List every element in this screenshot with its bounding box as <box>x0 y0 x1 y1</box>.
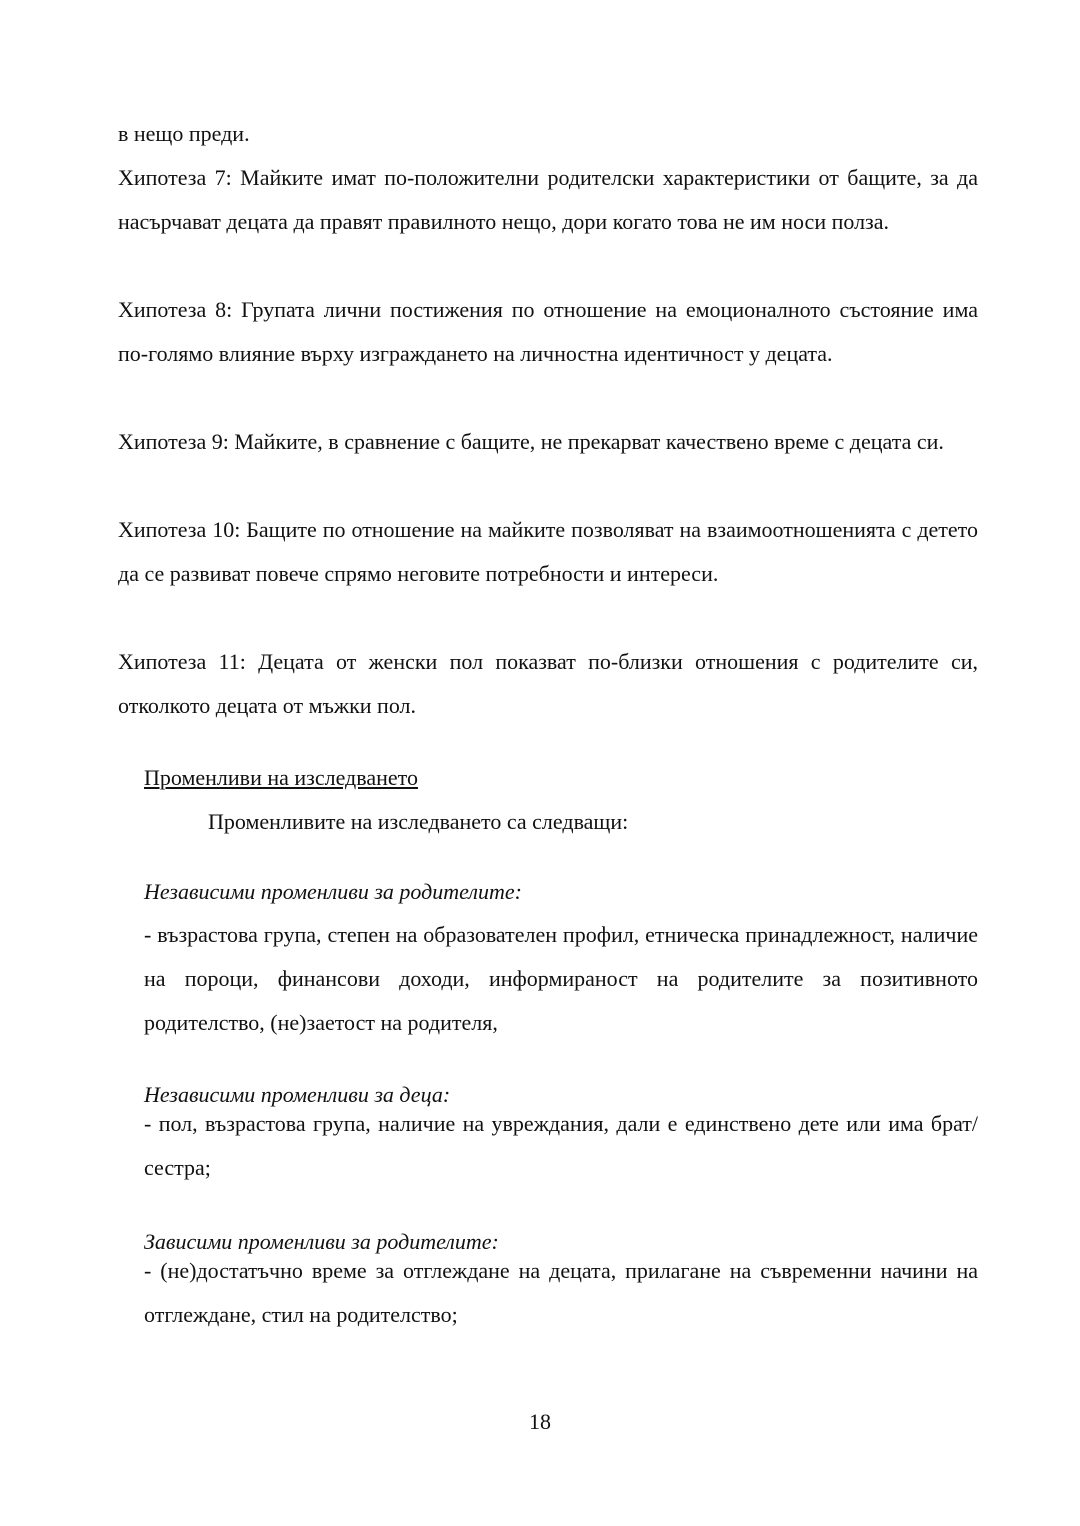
hypothesis-9: Хипотеза 9: Майките, в сравнение с бащите, не прекарват качествено време с децата си. <box>118 429 944 454</box>
section-intro: Променливите на изследването са следващи: <box>208 809 629 834</box>
dependent-parents-text: - (не)достатъчно време за отглеждане на децата, прилагане на съвременни начини на отглеждане, стил на родителство; <box>144 1258 978 1327</box>
section-heading: Променливи на изследването <box>144 765 418 790</box>
independent-parents-title: Независими променливи за родителите: <box>144 879 522 904</box>
dependent-parents-title: Зависими променливи за родителите: <box>144 1229 499 1254</box>
hypothesis-7: Хипотеза 7: Майките имат по-положителни родителски характеристики от бащите, за да насърчават децата да правят правилното нещо, дори когато това не им носи полза. <box>118 165 978 234</box>
independent-children-title: Независими променливи за деца: <box>144 1082 451 1107</box>
page-number: 18 <box>529 1409 551 1434</box>
independent-parents-text: - възрастова група, степен на образователен профил, етническа принадлежност, наличие на пороци, финансови доходи, информираност на родителите за позитивното родителство, (не)заетост на родителя, <box>144 922 978 1035</box>
hypothesis-11: Хипотеза 11: Децата от женски пол показват по-близки отношения с родителите си, отколкото децата от мъжки пол. <box>118 649 978 718</box>
independent-children-text: - пол, възрастова група, наличие на увреждания, дали е единствено дете или има брат/сестра; <box>144 1111 978 1180</box>
hypothesis-continuation: в нещо преди. <box>118 121 250 146</box>
hypothesis-10: Хипотеза 10: Бащите по отношение на майките позволяват на взаимоотношенията с детето да се развиват повече спрямо неговите потребности и интереси. <box>118 517 978 586</box>
hypothesis-8: Хипотеза 8: Групата лични постижения по отношение на емоционалното състояние има по-голямо влияние върху изграждането на личностна идентичност у децата. <box>118 297 978 366</box>
